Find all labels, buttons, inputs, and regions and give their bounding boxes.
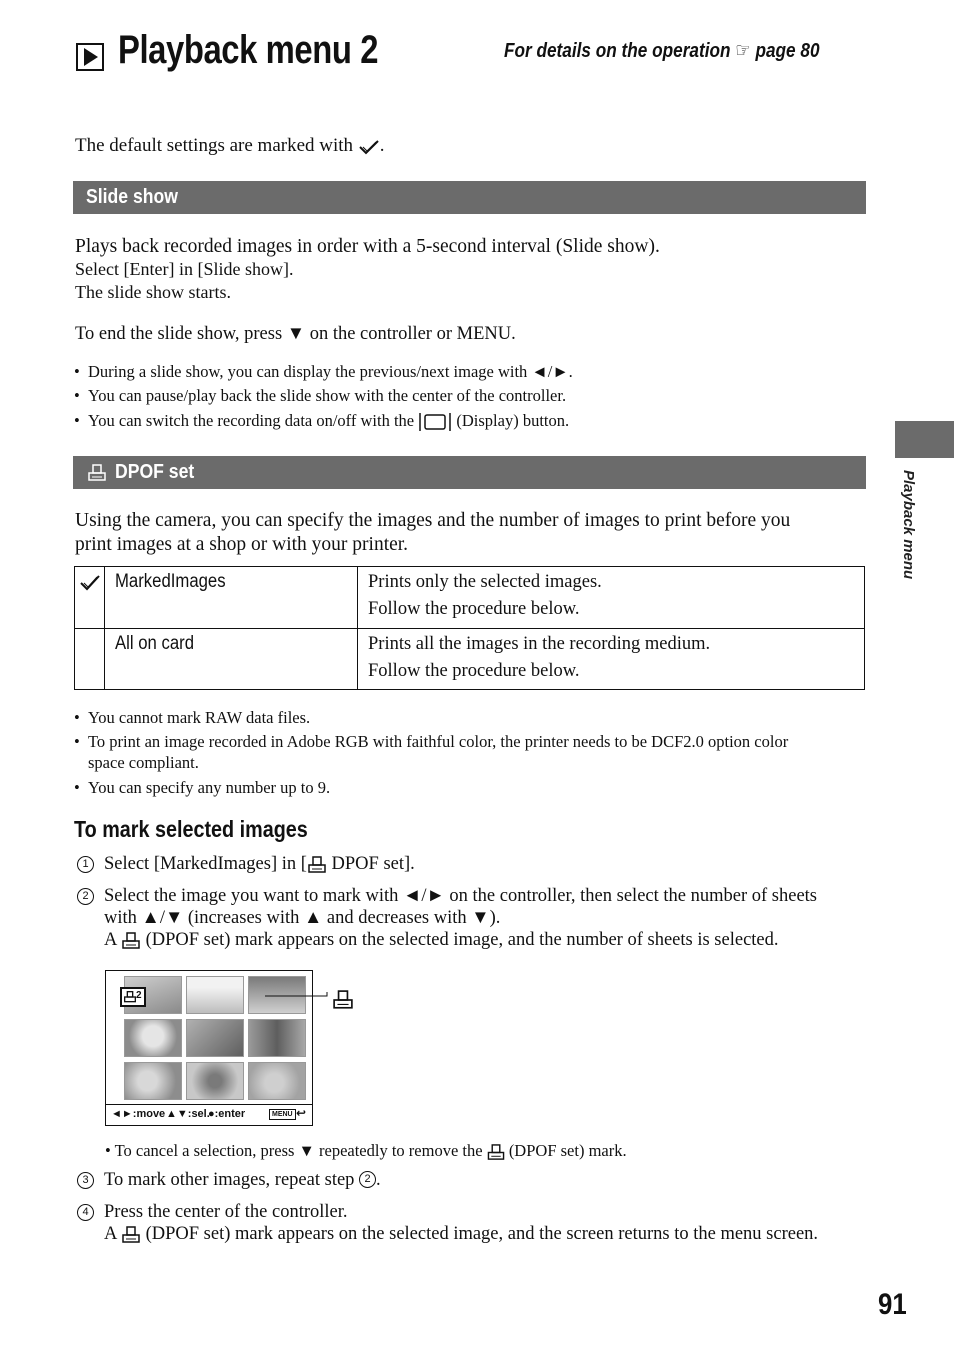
guide-menu: MENU	[269, 1109, 296, 1120]
thumbnail	[248, 1019, 306, 1057]
thumbnail	[124, 1019, 182, 1057]
return-icon: ↩	[296, 1106, 307, 1120]
side-tab	[895, 421, 954, 458]
option-desc: Prints all the images in the recording medium.	[368, 634, 711, 654]
step-number: 4	[77, 1204, 94, 1221]
dpof-icon	[307, 856, 327, 874]
dpof-icon	[487, 1144, 505, 1161]
details-reference: For details on the operation ☞ page 80	[504, 40, 820, 62]
selected-mark	[120, 987, 146, 1007]
step-2-line3: A (DPOF set) mark appears on the selected image, and the number of sheets is selected.	[104, 930, 779, 950]
step-number: 3	[77, 1172, 94, 1189]
step-ref: 2	[359, 1171, 376, 1188]
slide-show-para3: The slide show starts.	[75, 282, 231, 302]
step-2-line1: Select the image you want to mark with ◄/► on the controller, then select the number of sheets	[104, 886, 817, 906]
option-desc: Follow the procedure below.	[368, 599, 580, 619]
check-icon	[358, 138, 380, 156]
option-name: MarkedImages	[115, 571, 226, 592]
step-4-line1: Press the center of the controller.	[104, 1202, 348, 1222]
dpof-icon	[121, 932, 141, 950]
dpof-callout-icon	[333, 990, 353, 1010]
guide-move: ◄►:move	[111, 1108, 166, 1120]
step-3-text: To mark other images, repeat step 2 .	[104, 1170, 381, 1190]
slide-show-section-header	[73, 181, 866, 214]
step-number: 2	[77, 888, 94, 905]
dpof-para-line2: print images at a shop or with your printer.	[75, 534, 409, 555]
display-button-icon	[418, 412, 452, 432]
thumbnail	[186, 1062, 244, 1100]
option-desc: Follow the procedure below.	[368, 661, 580, 681]
default-check-icon	[79, 573, 101, 593]
slide-show-end-note: To end the slide show, press ▼ on the controller or MENU.	[75, 324, 516, 344]
page-title: Playback menu 2	[118, 28, 379, 72]
dpof-heading: DPOF set	[115, 461, 195, 483]
mark-selected-heading: To mark selected images	[74, 816, 308, 842]
dpof-para-line1: Using the camera, you can specify the images and the number of images to print before you	[75, 510, 791, 531]
thumbnail	[186, 1019, 244, 1057]
dpof-options-table	[74, 566, 865, 690]
slide-show-para1: Plays back recorded images in order with a 5-second interval (Slide show).	[75, 236, 660, 257]
step-1-text: Select [MarkedImages] in [ DPOF set].	[104, 854, 415, 874]
step-4-line2: A (DPOF set) mark appears on the selected image, and the screen returns to the menu screen.	[104, 1224, 819, 1244]
side-label: Playback menu	[900, 470, 917, 580]
dpof-icon	[121, 1226, 141, 1244]
step-2-line2: with ▲/▼ (increases with ▲ and decreases with ▼).	[104, 908, 501, 928]
thumbnail	[186, 976, 244, 1014]
slide-show-para2: Select [Enter] in [Slide show].	[75, 259, 294, 279]
playback-icon	[76, 43, 104, 71]
screen-guide-bar	[106, 1104, 312, 1125]
guide-enter: ●:enter	[208, 1108, 246, 1120]
thumbnail	[124, 1062, 182, 1100]
page-number: 91	[878, 1288, 907, 1321]
dpof-icon	[124, 991, 136, 1003]
default-settings-note: The default settings are marked with .	[75, 135, 385, 156]
option-name: All on card	[115, 633, 195, 654]
dpof-section-header	[73, 456, 866, 489]
guide-select: ▲▼:sel.	[166, 1108, 210, 1120]
slide-show-heading: Slide show	[86, 186, 178, 208]
thumbnail	[248, 1062, 306, 1100]
cancel-note: • To cancel a selection, press ▼ repeatedly to remove the (DPOF set) mark.	[105, 1141, 627, 1160]
dpof-icon	[88, 464, 106, 482]
sheet-count: 2	[136, 990, 142, 1001]
option-desc: Prints only the selected images.	[368, 572, 602, 592]
step-number: 1	[77, 856, 94, 873]
